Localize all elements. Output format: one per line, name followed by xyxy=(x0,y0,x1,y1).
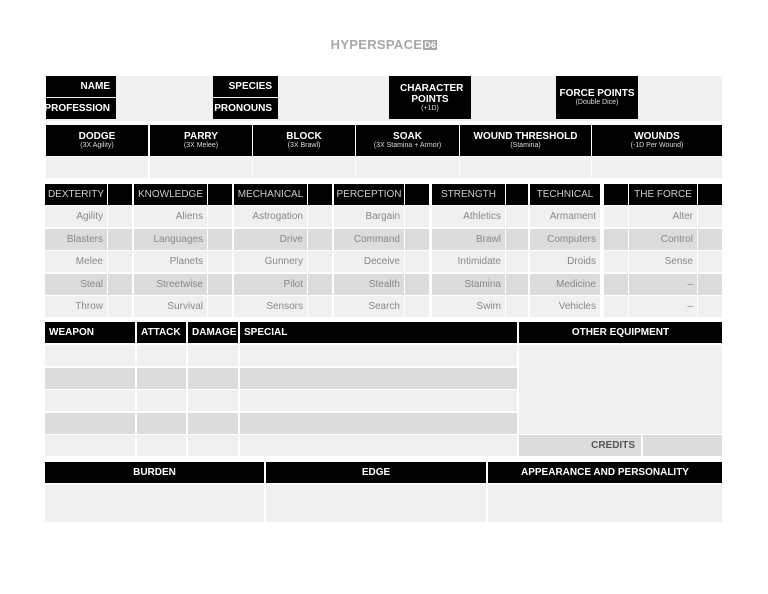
defense-value-field[interactable] xyxy=(46,157,148,178)
other-equipment-field[interactable] xyxy=(519,345,722,434)
character-points-field[interactable] xyxy=(472,76,554,119)
defense-value-field[interactable] xyxy=(150,157,252,178)
skill-label: Agility xyxy=(45,206,107,227)
skill-value-field[interactable] xyxy=(698,206,722,227)
defense-header-parry xyxy=(150,125,252,156)
skill-value-field[interactable] xyxy=(208,206,232,227)
pronouns-label: PRONOUNS xyxy=(213,98,278,119)
weapon-name-field[interactable] xyxy=(45,368,135,389)
defense-label: WOUND THRESHOLD xyxy=(473,131,578,142)
force-points-text: FORCE POINTS xyxy=(559,88,635,99)
defense-sub: (3X Melee) xyxy=(183,142,219,149)
force-points-label xyxy=(556,76,638,119)
skill-value-field[interactable] xyxy=(698,229,722,250)
damage-header: DAMAGE xyxy=(188,322,238,343)
weapon-special-field[interactable] xyxy=(240,435,517,456)
skill-value-field[interactable] xyxy=(506,274,528,295)
force-points-field[interactable] xyxy=(639,76,721,119)
skill-label: Planets xyxy=(134,251,207,272)
credits-field[interactable] xyxy=(643,435,722,456)
defense-header-soak xyxy=(356,125,459,156)
skill-label: Steal xyxy=(45,274,107,295)
defense-header-wound-threshold xyxy=(460,125,591,156)
weapon-name-field[interactable] xyxy=(45,345,135,366)
skill-label: Brawl xyxy=(432,229,505,250)
skill-value-field[interactable] xyxy=(308,251,332,272)
sheet-title xyxy=(0,37,768,52)
defense-header-wounds xyxy=(592,125,722,156)
character-points-label xyxy=(389,76,471,119)
skill-label: Melee xyxy=(45,251,107,272)
character-points-text: CHARACTER POINTS xyxy=(400,82,464,105)
defense-label: BLOCK xyxy=(286,131,322,142)
title-text: HYPERSPACE xyxy=(330,37,423,52)
skill-value-field[interactable] xyxy=(604,229,628,250)
skill-label: Blasters xyxy=(45,229,107,250)
skill-label: Throw xyxy=(45,296,107,317)
attribute-the-force: THE FORCE xyxy=(629,184,697,205)
skill-value-field[interactable] xyxy=(506,229,528,250)
defense-label: SOAK xyxy=(393,131,422,142)
skill-label: Vehicles xyxy=(530,296,600,317)
weapon-attack-field[interactable] xyxy=(137,413,186,434)
attribute-technical: TECHNICAL xyxy=(530,184,600,205)
skill-label: Armament xyxy=(530,206,600,227)
skill-label: Search xyxy=(334,296,404,317)
skill-label: Medicine xyxy=(530,274,600,295)
defense-value-field[interactable] xyxy=(253,157,355,178)
attribute-value-field[interactable] xyxy=(698,184,722,205)
defense-value-field[interactable] xyxy=(460,157,591,178)
weapon-attack-field[interactable] xyxy=(137,345,186,366)
skill-value-field[interactable] xyxy=(208,251,232,272)
defense-value-field[interactable] xyxy=(356,157,459,178)
name-field[interactable] xyxy=(117,76,212,97)
attack-header: ATTACK xyxy=(137,322,186,343)
special-header: SPECIAL xyxy=(240,322,517,343)
skill-value-field[interactable] xyxy=(208,274,232,295)
weapon-attack-field[interactable] xyxy=(137,390,186,411)
attribute-strength: STRENGTH xyxy=(432,184,505,205)
weapon-attack-field[interactable] xyxy=(137,368,186,389)
weapon-attack-field[interactable] xyxy=(137,435,186,456)
weapon-name-field[interactable] xyxy=(45,413,135,434)
skill-value-field[interactable] xyxy=(698,251,722,272)
appearance-field[interactable] xyxy=(488,485,722,522)
skill-label: Gunnery xyxy=(234,251,307,272)
skill-label: Bargain xyxy=(334,206,404,227)
pronouns-field[interactable] xyxy=(279,98,387,119)
species-field[interactable] xyxy=(279,76,387,97)
skill-value-field[interactable] xyxy=(604,296,628,317)
skill-value-field[interactable] xyxy=(698,274,722,295)
attribute-value-field[interactable] xyxy=(506,184,528,205)
attribute-value-field[interactable] xyxy=(208,184,232,205)
skill-label: Aliens xyxy=(134,206,207,227)
skill-value-field[interactable] xyxy=(308,206,332,227)
defense-sub: (3X Agility) xyxy=(80,142,114,149)
weapon-damage-field[interactable] xyxy=(188,413,238,434)
skill-label: Deceive xyxy=(334,251,404,272)
skill-value-field[interactable] xyxy=(108,206,132,227)
attribute-value-field[interactable] xyxy=(604,184,628,205)
skill-label: Sensors xyxy=(234,296,307,317)
defense-sub: (Stamina) xyxy=(510,142,541,149)
attribute-dexterity: DEXTERITY xyxy=(45,184,107,205)
defense-header-dodge xyxy=(46,125,148,156)
skill-value-field[interactable] xyxy=(308,296,332,317)
other-equipment-header: OTHER EQUIPMENT xyxy=(519,322,722,343)
skill-value-field[interactable] xyxy=(405,274,429,295)
credits-label: CREDITS xyxy=(519,435,641,456)
attribute-mechanical: MECHANICAL xyxy=(234,184,307,205)
skill-label: Control xyxy=(629,229,697,250)
weapon-damage-field[interactable] xyxy=(188,368,238,389)
weapon-special-field[interactable] xyxy=(240,413,517,434)
attribute-knowledge: KNOWLEDGE xyxy=(134,184,207,205)
name-label: NAME xyxy=(46,76,116,97)
skill-value-field[interactable] xyxy=(405,229,429,250)
profession-label: PROFESSION xyxy=(46,98,116,119)
skill-label: Languages xyxy=(134,229,207,250)
defense-header-block xyxy=(253,125,355,156)
skill-label: Swim xyxy=(432,296,505,317)
weapon-name-field[interactable] xyxy=(45,390,135,411)
edge-field[interactable] xyxy=(266,485,486,522)
weapon-special-field[interactable] xyxy=(240,345,517,366)
skill-label: Intimidate xyxy=(432,251,505,272)
profession-field[interactable] xyxy=(117,98,212,119)
skill-value-field[interactable] xyxy=(604,206,628,227)
edge-header: EDGE xyxy=(266,462,486,483)
defense-label: DODGE xyxy=(78,131,116,142)
skill-value-field[interactable] xyxy=(604,251,628,272)
skill-label: Stealth xyxy=(334,274,404,295)
skill-label: Command xyxy=(334,229,404,250)
skill-label: – xyxy=(629,296,697,317)
attribute-value-field[interactable] xyxy=(405,184,429,205)
skill-label: Drive xyxy=(234,229,307,250)
skill-value-field[interactable] xyxy=(108,229,132,250)
skill-label: Survival xyxy=(134,296,207,317)
skill-value-field[interactable] xyxy=(208,229,232,250)
defense-sub: (3X Brawl) xyxy=(287,142,321,149)
species-label: SPECIES xyxy=(213,76,278,97)
skill-label: Computers xyxy=(530,229,600,250)
character-points-sub: (+1D) xyxy=(421,104,439,112)
skill-value-field[interactable] xyxy=(698,296,722,317)
defense-sub: (-1D Per Wound) xyxy=(630,142,684,149)
skill-value-field[interactable] xyxy=(405,206,429,227)
d6-badge: D6 xyxy=(424,40,437,50)
weapon-special-field[interactable] xyxy=(240,390,517,411)
attribute-perception: PERCEPTION xyxy=(334,184,404,205)
skill-label: Alter xyxy=(629,206,697,227)
skill-value-field[interactable] xyxy=(108,296,132,317)
burden-header: BURDEN xyxy=(45,462,264,483)
skill-value-field[interactable] xyxy=(506,206,528,227)
defense-value-field[interactable] xyxy=(592,157,722,178)
skill-label: Athletics xyxy=(432,206,505,227)
skill-value-field[interactable] xyxy=(405,296,429,317)
skill-label: Streetwise xyxy=(134,274,207,295)
weapon-damage-field[interactable] xyxy=(188,435,238,456)
skill-value-field[interactable] xyxy=(208,296,232,317)
skill-label: Droids xyxy=(530,251,600,272)
attribute-value-field[interactable] xyxy=(308,184,332,205)
weapon-header: WEAPON xyxy=(45,322,135,343)
defense-label: WOUNDS xyxy=(634,131,680,142)
weapon-damage-field[interactable] xyxy=(188,345,238,366)
skill-label: Pilot xyxy=(234,274,307,295)
skill-label: Sense xyxy=(629,251,697,272)
skill-label: Stamina xyxy=(432,274,505,295)
skill-value-field[interactable] xyxy=(308,229,332,250)
skill-value-field[interactable] xyxy=(506,296,528,317)
skill-value-field[interactable] xyxy=(108,251,132,272)
weapon-damage-field[interactable] xyxy=(188,390,238,411)
skill-value-field[interactable] xyxy=(604,274,628,295)
skill-value-field[interactable] xyxy=(506,251,528,272)
defense-label: PARRY xyxy=(184,131,218,142)
skill-label: Astrogation xyxy=(234,206,307,227)
skill-value-field[interactable] xyxy=(308,274,332,295)
defense-sub: (3X Stamina + Armor) xyxy=(373,142,442,149)
weapon-name-field[interactable] xyxy=(45,435,135,456)
skill-label: – xyxy=(629,274,697,295)
appearance-header: APPEARANCE AND PERSONALITY xyxy=(488,462,722,483)
burden-field[interactable] xyxy=(45,485,264,522)
weapon-special-field[interactable] xyxy=(240,368,517,389)
skill-value-field[interactable] xyxy=(108,274,132,295)
force-points-sub: (Double Dice) xyxy=(575,99,619,106)
attribute-value-field[interactable] xyxy=(108,184,132,205)
skill-value-field[interactable] xyxy=(405,251,429,272)
